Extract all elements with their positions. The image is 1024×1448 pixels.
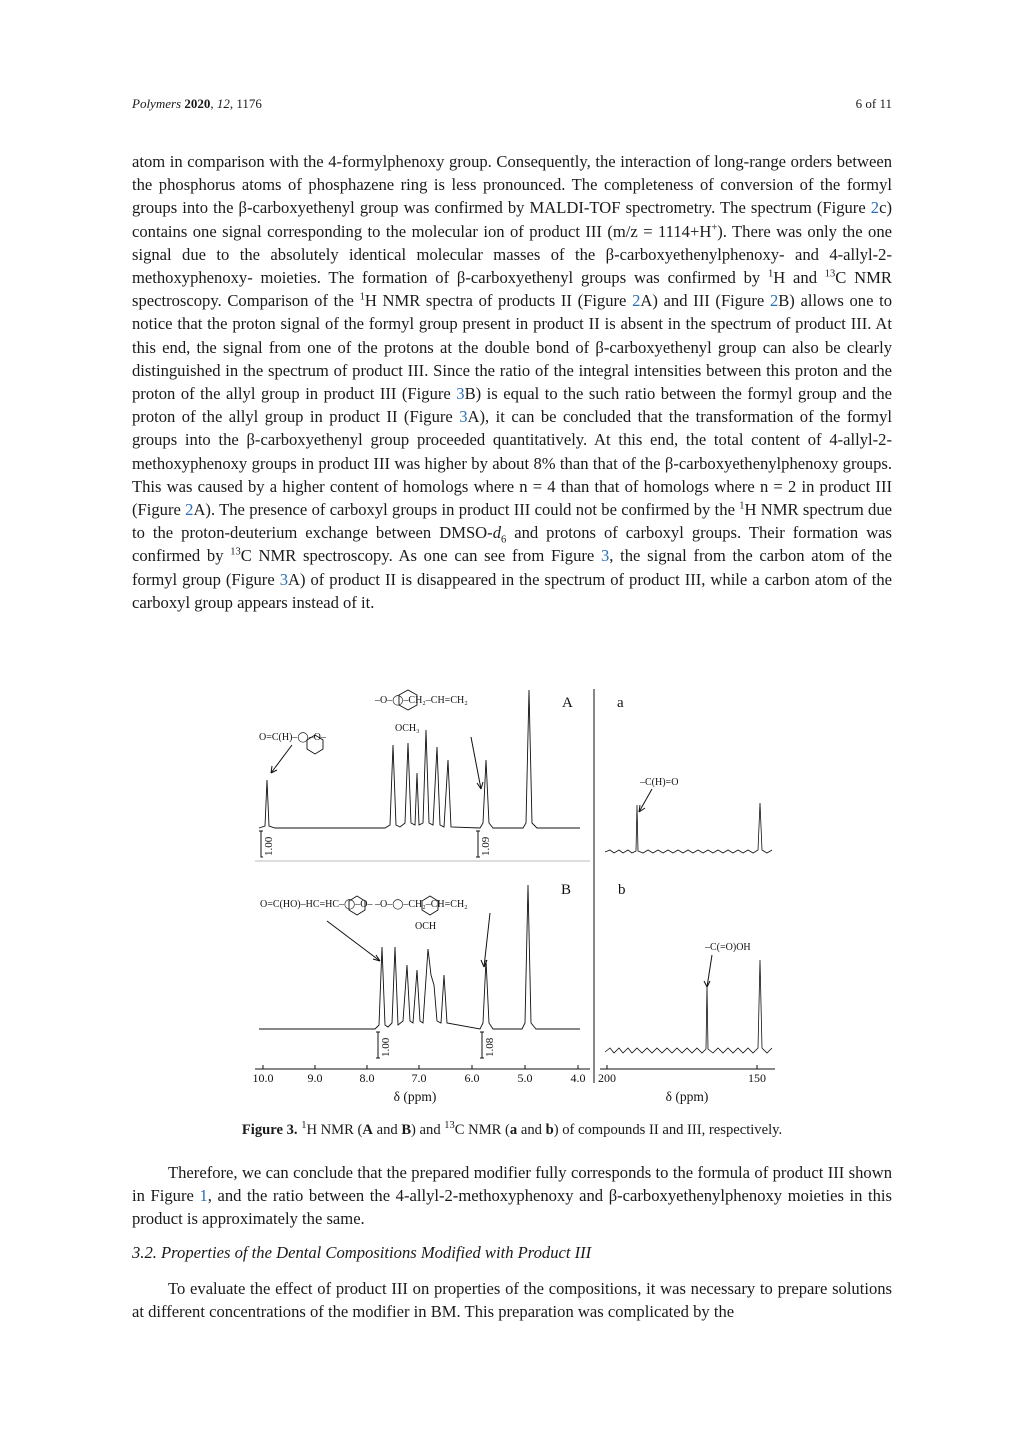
struct-B-acid: O=C(HO)–HC=HC–◯–O– –O–◯–CH₂–CH=CH₂ (260, 899, 468, 910)
figure-link[interactable]: 3 (456, 384, 465, 404)
paragraph-conclusion (132, 1161, 892, 1231)
text-run: , and the ratio between the 4-allyl-2-methoxyphenoxy and β-carboxyethenylphenoxy moieties in this product is approximately the same. (132, 1186, 892, 1229)
text-run: , the signal from the carbon atom of the formyl group (Figure (132, 546, 892, 589)
text-run: H NMR ( (306, 1122, 363, 1138)
tick-label: 6.0 (464, 1071, 480, 1085)
integral-value-A2: 1.09 (480, 836, 492, 856)
tick-label: 7.0 (411, 1071, 427, 1085)
tick-label: 8.0 (359, 1071, 375, 1085)
subscript: 6 (500, 534, 507, 546)
integral-value-B2: 1.08 (484, 1037, 496, 1057)
text-run: and (372, 1122, 402, 1138)
superscript: 13 (230, 546, 241, 558)
tick-label-13c: 150 (748, 1071, 766, 1085)
figure-link[interactable]: 3 (459, 407, 468, 427)
superscript: 1 (739, 500, 745, 512)
tick-label-13c: 200 (598, 1071, 616, 1085)
tick-label: 4.0 (570, 1071, 586, 1085)
text-run: A), it can be concluded that the transformation of the formyl groups into the β-carboxyethenyl group proceeded quantitatively. At this end, the total content of 4-allyl-2-methoxyphenoxy groups in product III was higher by about 8% than that of the β-carboxyethenylphenoxy groups. This was caused by a higher content of homologs where n = 4 than that of homologs where n = 2 in product III (Figure (132, 407, 892, 520)
text-run: Therefore, we can conclude that the prepared modifier fully corresponds to the formula of product III shown in Figure (132, 1163, 892, 1206)
text-run: ) of compounds II and III, respectively. (553, 1122, 783, 1138)
superscript: 13 (444, 1120, 455, 1132)
text-run: C NMR spectroscopy. As one can see from Figure (240, 546, 601, 566)
page-number: 6 of 11 (855, 96, 892, 111)
tick-label: 10.0 (252, 1071, 274, 1085)
integral-value-B1: 1.00 (380, 1037, 392, 1057)
superscript: + (711, 222, 718, 234)
panel-label-b: b (618, 882, 626, 898)
figure-link[interactable]: 2 (870, 198, 880, 218)
panel-label-B: B (561, 882, 572, 898)
running-header: Polymers 2020, 12, 1176 (132, 96, 262, 111)
italic-d: d (492, 523, 501, 543)
text-run: H NMR spectrum due to the proton-deuterium exchange between DMSO- (132, 500, 892, 543)
text-run: C NMR ( (454, 1122, 510, 1138)
journal-volume: 12 (216, 96, 230, 111)
article-number: 1176 (236, 96, 262, 111)
figure-caption (0, 1122, 1024, 1139)
spectrum-13c-a (605, 803, 772, 853)
caption-label: Figure 3. (241, 1122, 298, 1138)
spectrum-13c-b (605, 960, 772, 1053)
paragraph-properties: To evaluate the effect of product III on properties of the compositions, it was necessary to prepare solutions at different concentrations of the modifier in BM. This preparation was complicated by the (132, 1279, 892, 1322)
tick-labels-1h (253, 1071, 586, 1085)
text-run: C NMR spectroscopy. Comparison of the (132, 268, 892, 311)
figure-link[interactable]: 2 (185, 500, 194, 520)
spectrum-1h-A (259, 690, 580, 828)
text-run: H NMR spectra of products II (Figure (364, 291, 633, 311)
integral-value-A1: 1.00 (263, 836, 275, 856)
x-axis-label-1h: δ (ppm) (393, 1089, 437, 1104)
text-run: A). The presence of carboxyl groups in product III could not be confirmed by the (193, 500, 740, 520)
figure-link[interactable]: 1 (199, 1186, 208, 1206)
caption-bold: b (545, 1122, 554, 1138)
figure-link[interactable]: 3 (279, 569, 288, 589)
figure-link[interactable]: 3 (600, 546, 610, 566)
tick-label: 9.0 (307, 1071, 323, 1085)
x-axis-label-13c: δ (ppm) (665, 1089, 709, 1104)
figure-link[interactable]: 2 (769, 291, 779, 311)
struct-B-och: OCH (415, 921, 437, 932)
caption-bold: B (401, 1122, 412, 1138)
section-heading: 3.2. Properties of the Dental Compositions Modified with Product III (132, 1243, 592, 1262)
struct-a: –C(H)=O (640, 777, 679, 788)
text-run: atom in comparison with the 4-formylphenoxy group. Consequently, the interaction of long-range orders between the phosphorus atoms of phosphazene ring is less pronounced. The completeness of conversion of the formyl groups into the β-carboxyethenyl group was confirmed by MALDI-TOF spectrometry. The spectrum (Figure (132, 152, 892, 218)
paragraph-nmr-discussion (132, 150, 892, 614)
superscript: 13 (824, 268, 836, 280)
figure-link[interactable]: 2 (632, 291, 641, 311)
caption-bold: A (362, 1122, 373, 1138)
journal-year: 2020 (184, 96, 211, 111)
superscript: 1 (301, 1120, 307, 1132)
text-run: A) of product II is disappeared in the spectrum of product III, while a carbon atom of the carboxyl group appears instead of it. (132, 569, 892, 612)
nmr-figure (245, 685, 785, 1110)
struct-A-formyl: O=C(H)–◯–O– (259, 732, 326, 743)
arrows (271, 737, 712, 987)
caption-bold: a (509, 1122, 518, 1138)
struct-A-allyl: –O–◯–CH₂–CH=CH₂ (375, 695, 468, 706)
superscript: 1 (767, 268, 774, 280)
superscript: 1 (359, 291, 365, 303)
text-run: ) and (411, 1122, 445, 1138)
text-run: ). There was only the one signal due to the absolutely identical molecular masses of the β-carboxyethenylphenoxy- and 4-allyl-2-methoxyphenoxy- moieties. The formation of β-carboxyethenyl groups was confirmed by (132, 221, 892, 288)
text-run: and (517, 1122, 546, 1138)
text-run: and protons of carboxyl groups. Their formation was confirmed by (132, 523, 893, 566)
struct-b: –C(=O)OH (705, 942, 751, 953)
journal-name: Polymers (132, 96, 182, 111)
text-run: B) allows one to notice that the proton signal of the formyl group present in product II is absent in the spectrum of product III. At this end, the signal from one of the protons at the double bond of β-carboxyethenyl group can also be clearly distinguished in the spectrum of product III. Since the ratio of the integral intensities between this proton and the proton of the allyl group in product III (Figure (132, 291, 892, 404)
text-run: H and (773, 268, 825, 288)
text-run: A) and III (Figure (640, 291, 770, 311)
text-run: c) contains one signal corresponding to the molecular ion of product III (m/z = 1114+H (132, 198, 892, 241)
tick-label: 5.0 (517, 1071, 533, 1085)
panel-label-a: a (617, 695, 624, 711)
panel-label-A: A (562, 695, 573, 711)
x-axis-ticks-1h (263, 1065, 578, 1069)
struct-A-och3: OCH₃ (395, 723, 420, 734)
text-run: B) is equal to the such ratio between the formyl group and the proton of the allyl group in product II (Figure (132, 384, 893, 427)
